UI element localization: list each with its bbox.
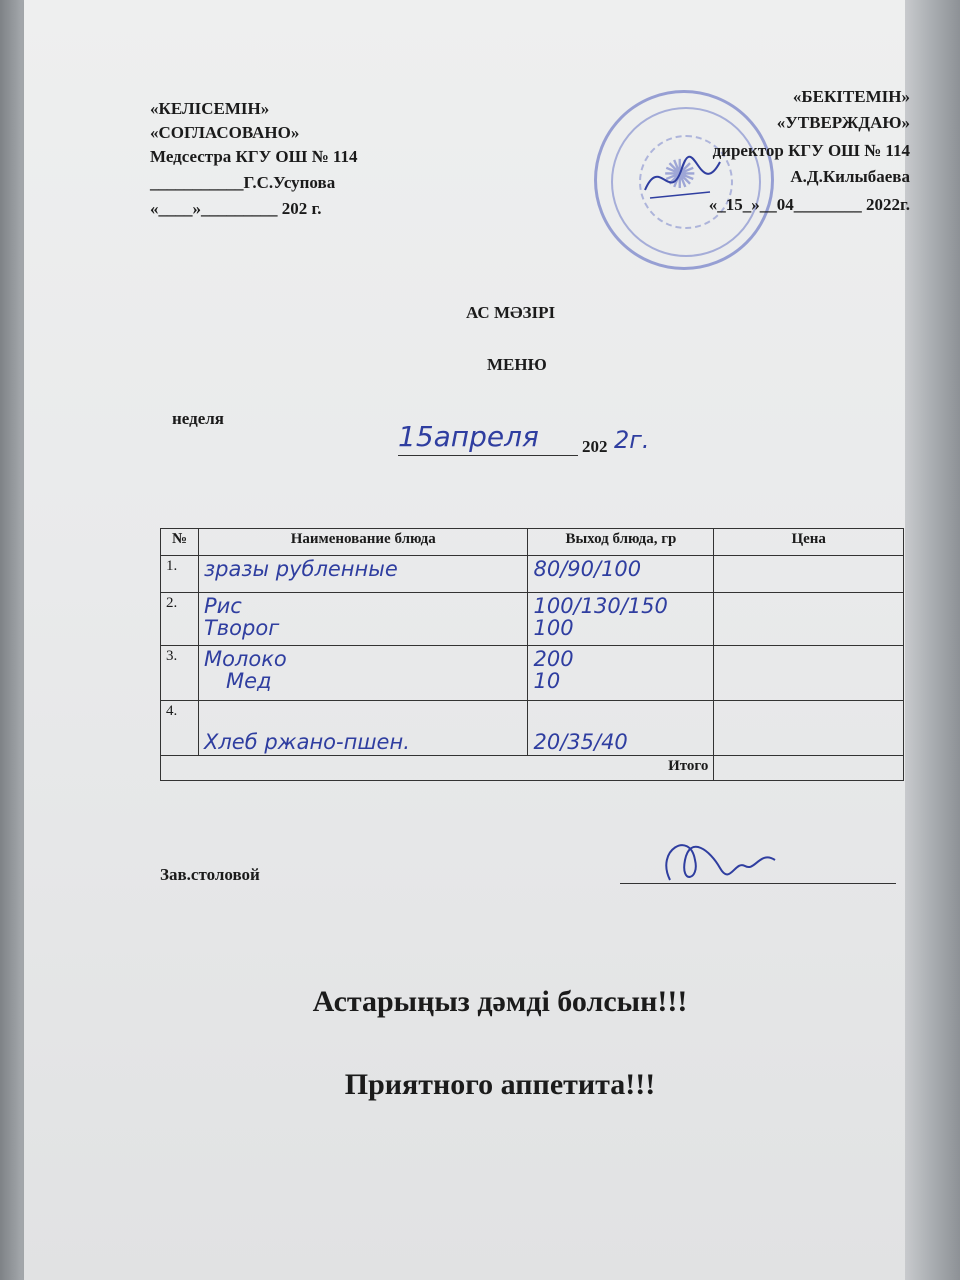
nurse-title: Медсестра КГУ ОШ № 114 bbox=[150, 147, 358, 166]
dish-name: Хлеб ржано-пшен. bbox=[203, 730, 410, 754]
header-dish: Наименование блюда bbox=[198, 529, 528, 556]
yield-value: 20/35/40 bbox=[533, 730, 628, 754]
row-number: 3. bbox=[161, 646, 199, 701]
table-row bbox=[161, 646, 904, 701]
dish-cell bbox=[198, 556, 528, 593]
price-cell bbox=[714, 646, 904, 701]
table-row bbox=[161, 593, 904, 646]
dish-name: Мед bbox=[225, 669, 272, 693]
header-price: Цена bbox=[714, 529, 904, 556]
table-row bbox=[161, 701, 904, 756]
nurse-name: ___________Г.С.Усупова bbox=[150, 173, 336, 192]
director-title: директор КГУ ОШ № 114 bbox=[712, 141, 910, 160]
dish-name: зразы рубленные bbox=[203, 557, 398, 581]
total-value bbox=[714, 756, 904, 781]
price-cell bbox=[714, 701, 904, 756]
price-cell bbox=[714, 593, 904, 646]
approved-kz: «БЕКІТЕМІН» bbox=[792, 87, 910, 106]
greeting-kz: Астарыңыз дәмді болсын!!! bbox=[312, 985, 688, 1018]
director-name: А.Д.Килыбаева bbox=[790, 167, 910, 186]
yield-value: 100/130/150 bbox=[533, 594, 668, 618]
yield-value: 10 bbox=[533, 669, 561, 693]
table-header-row bbox=[161, 529, 904, 556]
dish-name: Творог bbox=[203, 616, 280, 640]
menu-title-kz: АС МӘЗІРІ bbox=[466, 303, 556, 322]
week-label: неделя bbox=[172, 409, 224, 428]
price-cell bbox=[714, 556, 904, 593]
dish-cell bbox=[198, 593, 528, 646]
nurse-date-line: «____»_________ 202 г. bbox=[150, 199, 322, 218]
header-yield: Выход блюда, гр bbox=[528, 529, 714, 556]
table-total-row bbox=[161, 756, 904, 781]
row-number: 2. bbox=[161, 593, 199, 646]
agreed-kz: «КЕЛІСЕМІН» bbox=[150, 99, 270, 118]
menu-title-ru: МЕНЮ bbox=[487, 355, 547, 374]
yield-cell bbox=[528, 646, 714, 701]
menu-table bbox=[160, 528, 904, 781]
row-number: 1. bbox=[161, 556, 199, 593]
dish-name: Молоко bbox=[203, 647, 287, 671]
yield-cell bbox=[528, 593, 714, 646]
emblem-icon: ✺ bbox=[663, 152, 697, 197]
date-handwritten: 15апреля bbox=[398, 420, 539, 453]
row-number: 4. bbox=[161, 701, 199, 756]
canteen-manager-label: Зав.столовой bbox=[160, 865, 260, 884]
agreed-ru: «СОГЛАСОВАНО» bbox=[150, 123, 300, 142]
date-underline bbox=[398, 455, 578, 456]
total-label: Итого bbox=[161, 756, 714, 781]
dish-cell bbox=[198, 701, 528, 756]
dish-name: Рис bbox=[203, 594, 242, 618]
director-signature bbox=[640, 150, 730, 210]
director-date-line: «_15_»__04________ 2022г. bbox=[708, 195, 910, 214]
yield-value: 200 bbox=[533, 647, 574, 671]
table-row bbox=[161, 556, 904, 593]
dish-cell bbox=[198, 646, 528, 701]
approved-ru: «УТВЕРЖДАЮ» bbox=[776, 113, 910, 132]
header-number: № bbox=[161, 529, 199, 556]
yield-cell bbox=[528, 701, 714, 756]
greeting-ru: Приятного аппетита!!! bbox=[344, 1068, 656, 1101]
canteen-manager-signature bbox=[650, 830, 780, 890]
signature-underline bbox=[620, 883, 896, 884]
yield-cell bbox=[528, 556, 714, 593]
date-year-handwritten: 2г. bbox=[614, 426, 650, 454]
yield-value: 80/90/100 bbox=[533, 557, 642, 581]
yield-value: 100 bbox=[533, 616, 574, 640]
date-year: 202 bbox=[582, 437, 608, 456]
